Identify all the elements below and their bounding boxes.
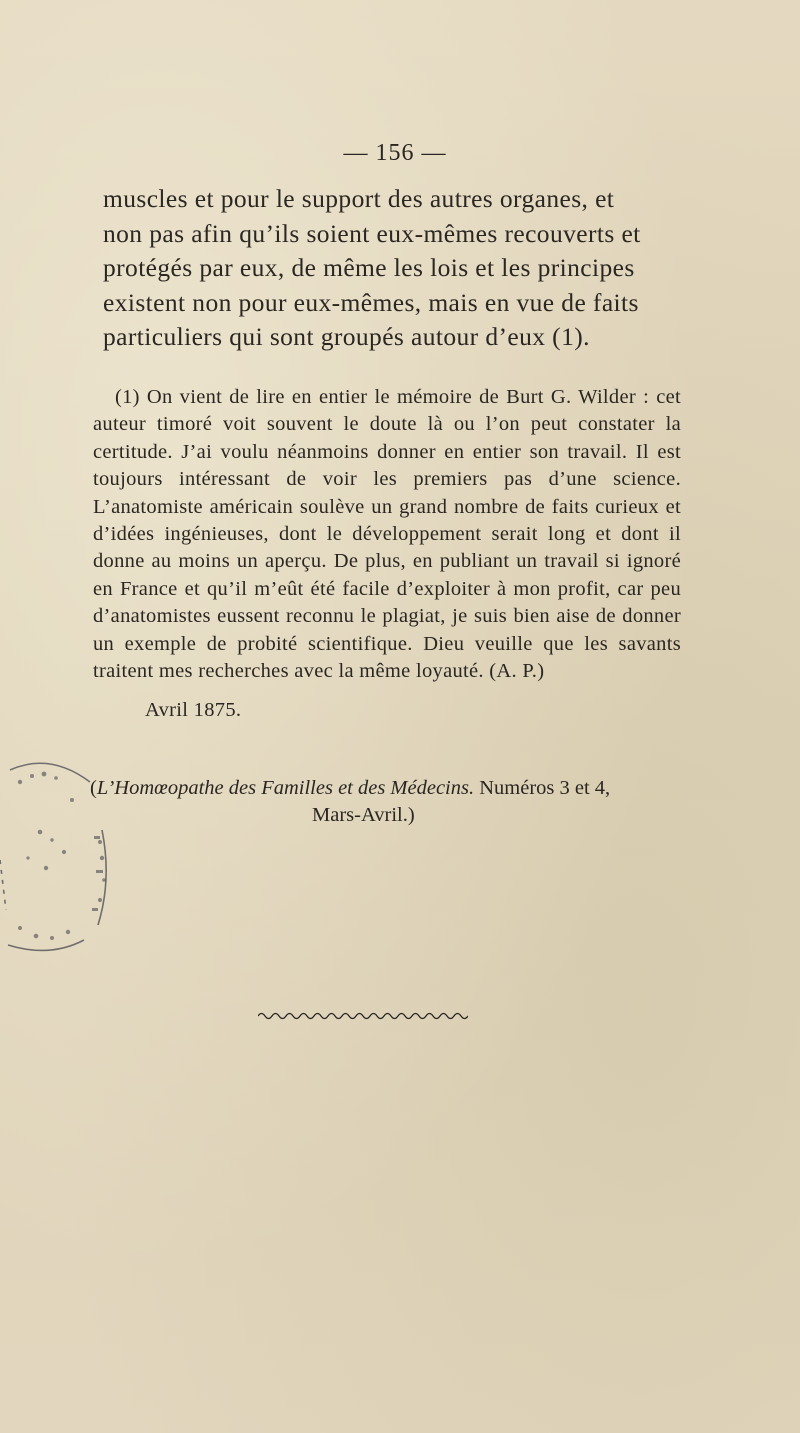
body-line: existent non pour eux-mêmes, mais en vue de faits bbox=[103, 287, 639, 317]
body-line: muscles et pour le support des autres organes, et bbox=[103, 184, 615, 213]
body-paragraph bbox=[103, 182, 685, 355]
page-number: — 156 — bbox=[343, 140, 447, 166]
body-line: non pas afin qu’ils soient eux-mêmes recouverts et bbox=[103, 218, 641, 248]
source-citation bbox=[90, 775, 690, 829]
library-stamp-icon bbox=[0, 740, 130, 970]
source-details: Numéros 3 et 4, bbox=[474, 777, 611, 799]
wavy-rule-ornament bbox=[258, 1010, 468, 1022]
footnote-text: (1) On vient de lire en entier le mémoire de Burt G. Wilder : cet auteur timoré voit souvent le doute là ou l’on peut constater la certitude. J’ai voulu néanmoins donner en entier son travail. Il est toujours intéressant de voir les premiers pas d’une science. L’anatomiste américain soulève un grand nombre de faits curieux et d’idées ingénieuses, dont le développement serait long et dont il donne au moins un aperçu. De plus, en publiant un travail si ignoré en France et qu’il m’eût été facile d’exploiter à mon profit, car peu d’anatomistes eussent reconnu le plagiat, je suis bien aise de donner un exemple de probité scientifique. Dieu veuille que les savants traitent mes recherches avec la même loyauté. (A. P.) bbox=[93, 386, 681, 683]
footnote bbox=[93, 384, 681, 725]
footnote-date: Avril 1875. bbox=[145, 699, 242, 722]
body-line: particuliers qui sont groupés autour d’eux (1). bbox=[103, 322, 590, 351]
source-open-paren: ( bbox=[90, 777, 97, 799]
body-line: protégés par eux, de même les lois et les principes bbox=[103, 253, 635, 282]
source-line-2: Mars-Avril.) bbox=[312, 804, 415, 826]
source-title: L’Homœopathe des Familles et des Médecins. bbox=[96, 777, 475, 799]
